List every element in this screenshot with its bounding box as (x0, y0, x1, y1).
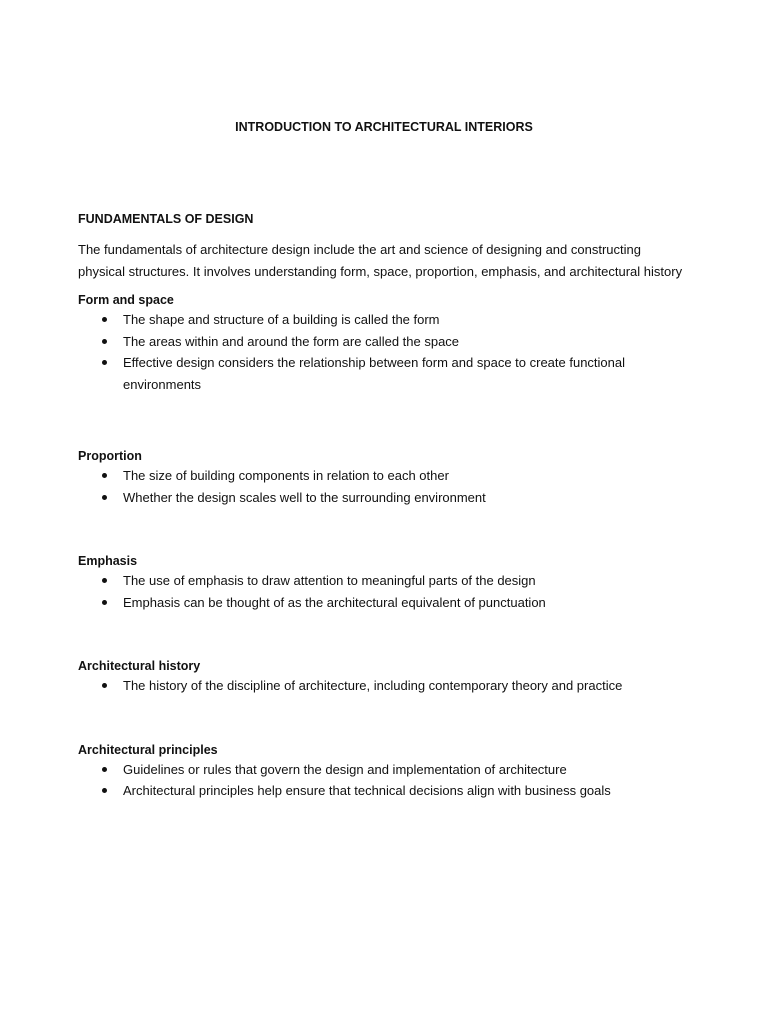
list-item-text: The history of the discipline of architecture, including contemporary theory and practice (123, 678, 623, 693)
bullet-icon (102, 360, 107, 365)
list-item-text: The areas within and around the form are called the space (123, 333, 460, 349)
subheading-architectural-principles: Architectural principles (78, 742, 218, 757)
document-title: INTRODUCTION TO ARCHITECTURAL INTERIORS (235, 120, 533, 134)
intro-paragraph: The fundamentals of architecture design include the art and science of designing and constructing physical structures. It involves understanding form, space, proportion, emphasis, and architectural history (78, 242, 683, 279)
bullet-icon (102, 788, 107, 793)
list-item (78, 780, 683, 802)
list-item-text: The shape and structure of a building is called the form (123, 312, 440, 327)
subheading-form-and-space: Form and space (78, 293, 174, 307)
list-item-text: Architectural principles help ensure that technical decisions align with business goals (123, 783, 611, 798)
list-item (78, 465, 683, 487)
bullet-list-proportion (78, 465, 683, 508)
subheading-architectural-history: Architectural history (78, 659, 201, 673)
list-item (78, 759, 683, 781)
bullet-icon (102, 473, 107, 478)
list-item-text: Guidelines or rules that govern the design and implementation of architecture (123, 761, 567, 777)
bullet-icon (102, 495, 107, 500)
bullet-icon (102, 683, 107, 688)
subheading-proportion: Proportion (78, 449, 142, 463)
bullet-list-architectural-history (78, 675, 683, 697)
section-heading-fundamentals: FUNDAMENTALS OF DESIGN (78, 212, 254, 226)
list-item-text: The use of emphasis to draw attention to meaningful parts of the design (123, 573, 536, 588)
list-item (78, 352, 683, 395)
bullet-list-form-and-space (78, 309, 683, 395)
list-item (78, 487, 683, 509)
list-item (78, 309, 683, 331)
list-item-text: Effective design considers the relationship between form and space to create functional environments (123, 355, 626, 392)
list-item (78, 570, 683, 592)
list-item-text: Emphasis can be thought of as the architectural equivalent of punctuation (123, 594, 546, 610)
bullet-icon (102, 600, 107, 605)
bullet-list-emphasis (78, 570, 683, 613)
document-body (78, 210, 683, 802)
subheading-emphasis: Emphasis (78, 554, 138, 568)
list-item (78, 675, 683, 697)
list-item (78, 331, 683, 353)
bullet-list-architectural-principles (78, 759, 683, 802)
list-item-text: Whether the design scales well to the surrounding environment (123, 489, 486, 505)
bullet-icon (102, 339, 107, 344)
bullet-icon (102, 578, 107, 583)
bullet-icon (102, 767, 107, 772)
list-item-text: The size of building components in relation to each other (123, 468, 449, 483)
list-item (78, 592, 683, 614)
bullet-icon (102, 317, 107, 322)
